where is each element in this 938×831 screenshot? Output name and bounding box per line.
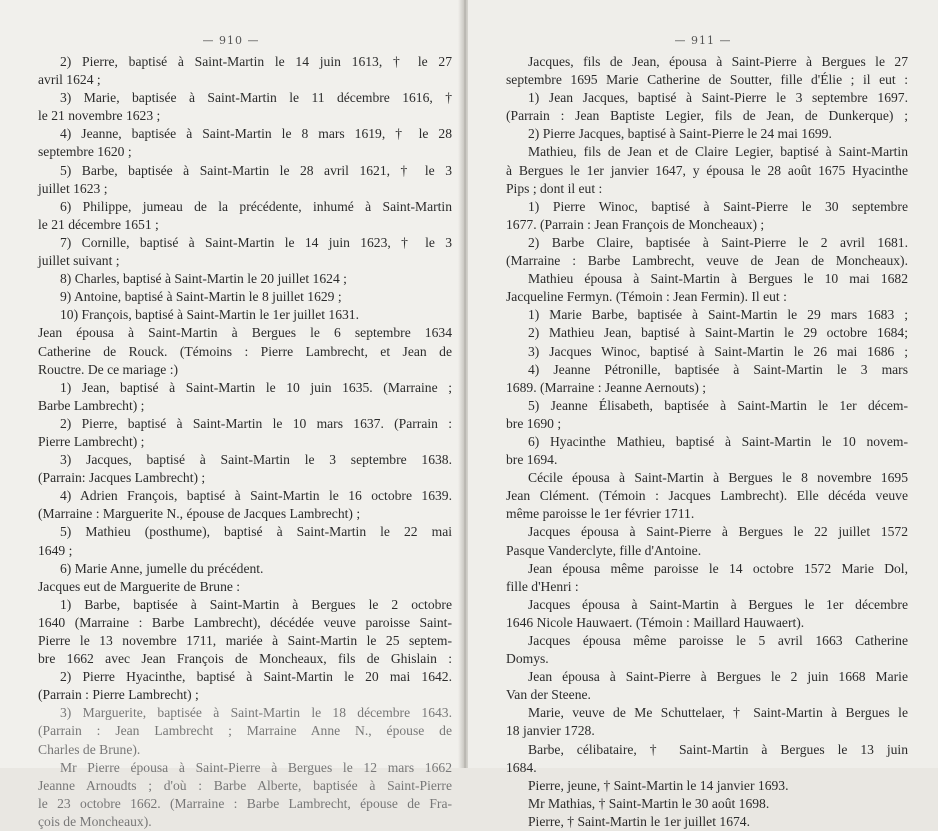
text-line: 1) Marie Barbe, baptisée à Saint-Martin le 29 mars 1683 ; (528, 307, 908, 323)
text-line: 7) Cornille, baptisé à Saint-Martin le 14 juin 1623, † le 3 (60, 234, 452, 250)
text-line: (Parrain : Jean Baptiste Legier, fils de Jean, de Dunkerque) ; (506, 108, 908, 124)
text-line: Pips ; dont il eut : (506, 180, 603, 196)
text-line: 9) Antoine, baptisé à Saint-Martin le 8 juillet 1629 ; (60, 289, 342, 305)
text-line: Jean épousa même paroisse le 14 octobre 1572 Marie Dol, (528, 560, 908, 576)
text-line: 1689. (Marraine : Jeanne Aernouts) ; (506, 379, 707, 395)
text-line: 5) Barbe, baptisée à Saint-Martin le 28 avril 1621, † le 3 (60, 162, 452, 178)
text-line: 6) Hyacinthe Mathieu, baptisé à Saint-Martin le 10 novem- (528, 433, 908, 449)
text-line: Jacques eut de Marguerite de Brune : (38, 578, 241, 594)
text-line: 2) Pierre, baptisé à Saint-Martin le 14 juin 1613, † le 27 (60, 54, 452, 69)
text-line: Mathieu, fils de Jean et de Claire Legier, baptisé à Saint-Martin (528, 144, 908, 160)
text-line: à Bergues le 1er janvier 1647, y épousa le 28 août 1675 Hyacinthe (506, 162, 908, 178)
text-line: Jean épousa à Saint-Pierre à Bergues le 2 juin 1668 Marie (528, 669, 908, 685)
text-line: bre 1694. (506, 452, 558, 468)
text-line: Catherine de Rouck. (Témoins : Pierre Lambrecht, et Jean de (38, 343, 452, 359)
text-line: septembre 1695 Marie Catherine de Soutter, fille d'Élie ; il eut : (506, 72, 908, 88)
text-line: le 21 novembre 1623 ; (38, 108, 161, 124)
text-line: juillet suivant ; (38, 253, 120, 269)
text-line: Pierre, jeune, † Saint-Martin le 14 janvier 1693. (528, 777, 789, 793)
text-line: 1646 Nicole Hauwaert. (Témoin : Maillard Hauwaert). (506, 614, 805, 630)
text-line: 5) Jeanne Élisabeth, baptisée à Saint-Martin le 1er décem- (528, 397, 908, 413)
text-line: Pasque Vanderclyte, fille d'Antoine. (506, 542, 702, 558)
text-line: 2) Pierre Hyacinthe, baptisé à Saint-Martin le 20 mai 1642. (60, 669, 452, 685)
text-line: (Parrain : Pierre Lambrecht) ; (38, 687, 199, 703)
text-line: Jacques, fils de Jean, épousa à Saint-Pierre à Bergues le 27 (528, 54, 908, 69)
text-line: juillet 1623 ; (38, 180, 108, 196)
text-line: 2) Pierre, baptisé à Saint-Martin le 10 mars 1637. (Parrain : (60, 415, 452, 431)
text-line: 1) Pierre Winoc, baptisé à Saint-Pierre le 30 septembre (528, 198, 908, 214)
text-line: le 21 décembre 1651 ; (38, 216, 159, 232)
text-line: (Marraine : Barbe Lambrecht, veuve de Jean de Moncheaux). (506, 253, 908, 269)
text-line: avril 1624 ; (38, 72, 101, 88)
text-line: 5) Mathieu (posthume), baptisé à Saint-Martin le 22 mai (60, 524, 452, 540)
text-line: Mr Pierre épousa à Saint-Pierre à Bergues le 12 mars 1662 (60, 759, 452, 775)
text-line: 3) Marie, baptisée à Saint-Martin le 11 décembre 1616, † (60, 90, 452, 106)
text-line: 2) Barbe Claire, baptisée à Saint-Pierre le 2 avril 1681. (528, 234, 908, 250)
text-line: Domys. (506, 651, 549, 667)
text-line: 4) Adrien François, baptisé à Saint-Martin le 16 octobre 1639. (60, 488, 452, 504)
text-line: 1) Jean Jacques, baptisé à Saint-Pierre le 3 septembre 1697. (528, 90, 908, 106)
text-line: Jean Clément. (Témoin : Jacques Lambrecht). Elle décéda veuve (506, 488, 908, 504)
text-line: 1640 (Marraine : Barbe Lambrecht), décédée veuve paroisse Saint- (38, 614, 452, 630)
text-line: (Marraine : Marguerite N., épouse de Jacques Lambrecht) ; (38, 506, 361, 522)
text-line: Pierre le 13 novembre 1711, mariée à Saint-Martin le 25 septem- (38, 633, 452, 648)
text-line: 3) Jacques, baptisé à Saint-Martin le 3 septembre 1638. (60, 452, 452, 468)
text-line: Marie, veuve de Me Schuttelaer, † Saint-Martin à Bergues le (528, 705, 908, 721)
text-line: Jean épousa à Saint-Martin à Bergues le 6 septembre 1634 (38, 325, 452, 341)
text-line: bre 1662 avec Jean François de Moncheaux, fils de Ghislain : (38, 651, 452, 667)
text-line: Jeanne Arnoudts ; d'où : Barbe Alberte, baptisée à Saint-Pierre (38, 777, 452, 793)
text-line: Jacques épousa même paroisse le 5 avril 1663 Catherine (528, 633, 908, 648)
text-line: Barbe Lambrecht) ; (38, 397, 145, 413)
text-line: 6) Marie Anne, jumelle du précédent. (60, 560, 264, 576)
text-line: septembre 1620 ; (38, 144, 132, 160)
text-line: 1) Barbe, baptisée à Saint-Martin à Bergues le 2 octobre (60, 596, 452, 612)
text-line: Pierre Lambrecht) ; (38, 433, 145, 449)
text-line: 3) Jacques Winoc, baptisé à Saint-Martin le 26 mai 1686 ; (528, 343, 908, 359)
text-line: çois de Moncheaux). (38, 813, 152, 829)
left-page (0, 0, 462, 829)
text-line: 1) Jean, baptisé à Saint-Martin le 10 juin 1635. (Marraine ; (60, 379, 452, 395)
text-line: Charles de Brune). (38, 741, 141, 757)
text-line: 4) Jeanne, baptisée à Saint-Martin le 8 mars 1619, † le 28 (60, 126, 452, 142)
text-line: bre 1690 ; (506, 415, 562, 431)
text-line: le 23 octobre 1662. (Marraine : Barbe Lambrecht, épouse de Fra- (38, 795, 452, 811)
text-line: 3) Marguerite, baptisée à Saint-Martin le 18 décembre 1643. (60, 705, 452, 721)
text-line: 4) Jeanne Pétronille, baptisée à Saint-Martin le 3 mars (528, 361, 908, 377)
text-line: (Parrain : Jean Lambrecht ; Marraine Anne N., épouse de (38, 723, 452, 739)
text-line: Barbe, célibataire, † Saint-Martin à Bergues le 13 juin (528, 741, 908, 757)
right-page (468, 0, 938, 829)
text-line: 1684. (506, 759, 537, 775)
text-line: Jacqueline Fermyn. (Témoin : Jean Fermin). Il eut : (506, 289, 787, 305)
text-line: 2) Pierre Jacques, baptisé à Saint-Pierre le 24 mai 1699. (528, 126, 832, 142)
text-line: Rouctre. De ce mariage :) (38, 361, 179, 377)
text-line: 10) François, baptisé à Saint-Martin le 1er juillet 1631. (60, 307, 359, 323)
text-line: Jacques épousa à Saint-Martin à Bergues le 1er décembre (528, 596, 908, 612)
text-line: fille d'Henri : (506, 578, 579, 594)
text-line: 8) Charles, baptisé à Saint-Martin le 20 juillet 1624 ; (60, 271, 347, 287)
text-line: Cécile épousa à Saint-Martin à Bergues le 8 novembre 1695 (528, 470, 908, 486)
text-line: Pierre, † Saint-Martin le 1er juillet 1674. (528, 813, 750, 829)
page-number-left: — 910 — (202, 34, 260, 47)
text-line: 18 janvier 1728. (506, 723, 595, 739)
text-line: 2) Mathieu Jean, baptisé à Saint-Martin le 29 octobre 1684; (528, 325, 908, 341)
text-line: Jacques épousa à Saint-Pierre à Bergues le 22 juillet 1572 (528, 524, 908, 540)
text-line: 6) Philippe, jumeau de la précédente, inhumé à Saint-Martin (60, 198, 452, 214)
text-line: 1677. (Parrain : Jean François de Moncheaux) ; (506, 216, 765, 232)
right-page-text (468, 49, 938, 831)
left-page-text (0, 49, 462, 831)
text-line: Mathieu épousa à Saint-Martin à Bergues le 10 mai 1682 (528, 271, 908, 287)
text-line: même paroisse le 1er février 1711. (506, 506, 695, 522)
text-line: Van der Steene. (506, 687, 591, 703)
text-line: 1649 ; (38, 542, 73, 558)
text-line: (Parrain: Jacques Lambrecht) ; (38, 470, 206, 486)
text-line: Mr Mathias, † Saint-Martin le 30 août 1698. (528, 795, 770, 811)
page-number-right: — 911 — (674, 34, 732, 47)
